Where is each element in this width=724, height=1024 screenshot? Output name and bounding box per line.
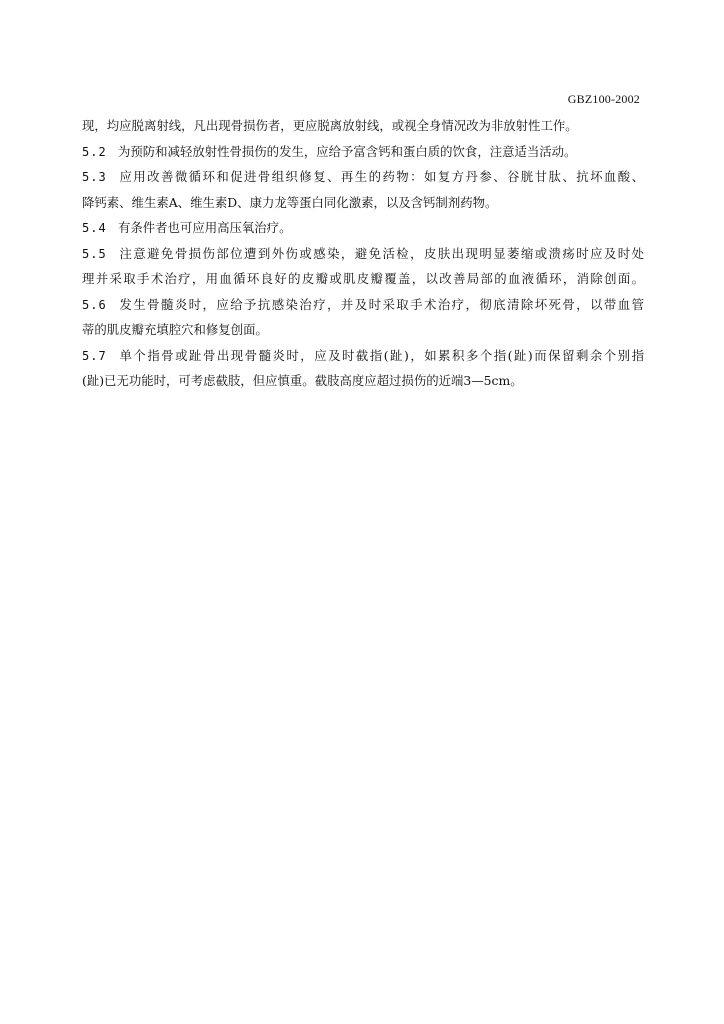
clause-5-3	[82, 164, 644, 190]
document-body	[82, 113, 644, 394]
clause-5-3-line-2: 降钙素、维生素A、维生素D、康力龙等蛋白同化激素，以及含钙制剂药物。	[82, 194, 498, 210]
continued-paragraph-line: 现，均应脱离射线，凡出现骨损伤者，更应脱离放射线，或视全身情况改为非放射性工作。	[82, 118, 578, 133]
clause-number: 5.6	[82, 297, 107, 312]
clause-number: 5.4	[82, 221, 107, 235]
clause-number: 5.7	[82, 348, 107, 363]
clause-text: 有条件者也可应用高压氧治疗。	[118, 220, 292, 235]
clause-number: 5.2	[82, 144, 107, 159]
clause-text: 单个指骨或趾骨出现骨髓炎时，应及时截指(趾)，如累积多个指(趾)而保留剩余个别指	[118, 347, 644, 363]
clause-text: 应用改善微循环和促进骨组织修复、再生的药物：如复方丹参、谷胱甘肽、抗坏血酸、	[118, 169, 644, 184]
clause-5-2	[82, 139, 644, 165]
clause-5-5-line-2: 理并采取手术治疗，用血循环良好的皮瓣或肌皮瓣覆盖，以改善局部的血液循环，消除创面。	[82, 271, 644, 286]
clause-5-6	[82, 292, 644, 318]
clause-5-7	[82, 343, 644, 369]
clause-number: 5.3	[82, 170, 107, 184]
clause-5-7-line-2: (趾)已无功能时，可考虑截肢，但应慎重。截肢高度应超过损伤的近端3—5cm。	[82, 373, 523, 388]
clause-text: 注意避免骨损伤部位遭到外伤或感染，避免活检，皮肤出现明显萎缩或溃疡时应及时处	[118, 245, 644, 261]
clause-5-4	[82, 215, 644, 241]
clause-5-5	[82, 241, 644, 267]
clause-text: 为预防和减轻放射性骨损伤的发生，应给予富含钙和蛋白质的饮食，注意适当活动。	[118, 143, 577, 159]
document-code: GBZ100-2002	[567, 92, 640, 106]
clause-text: 发生骨髓炎时，应给予抗感染治疗，并及时采取手术治疗，彻底清除坏死骨，以带血管	[118, 296, 644, 312]
clause-number: 5.5	[82, 246, 107, 261]
clause-5-6-line-2: 蒂的肌皮瓣充填腔穴和修复创面。	[82, 322, 268, 337]
